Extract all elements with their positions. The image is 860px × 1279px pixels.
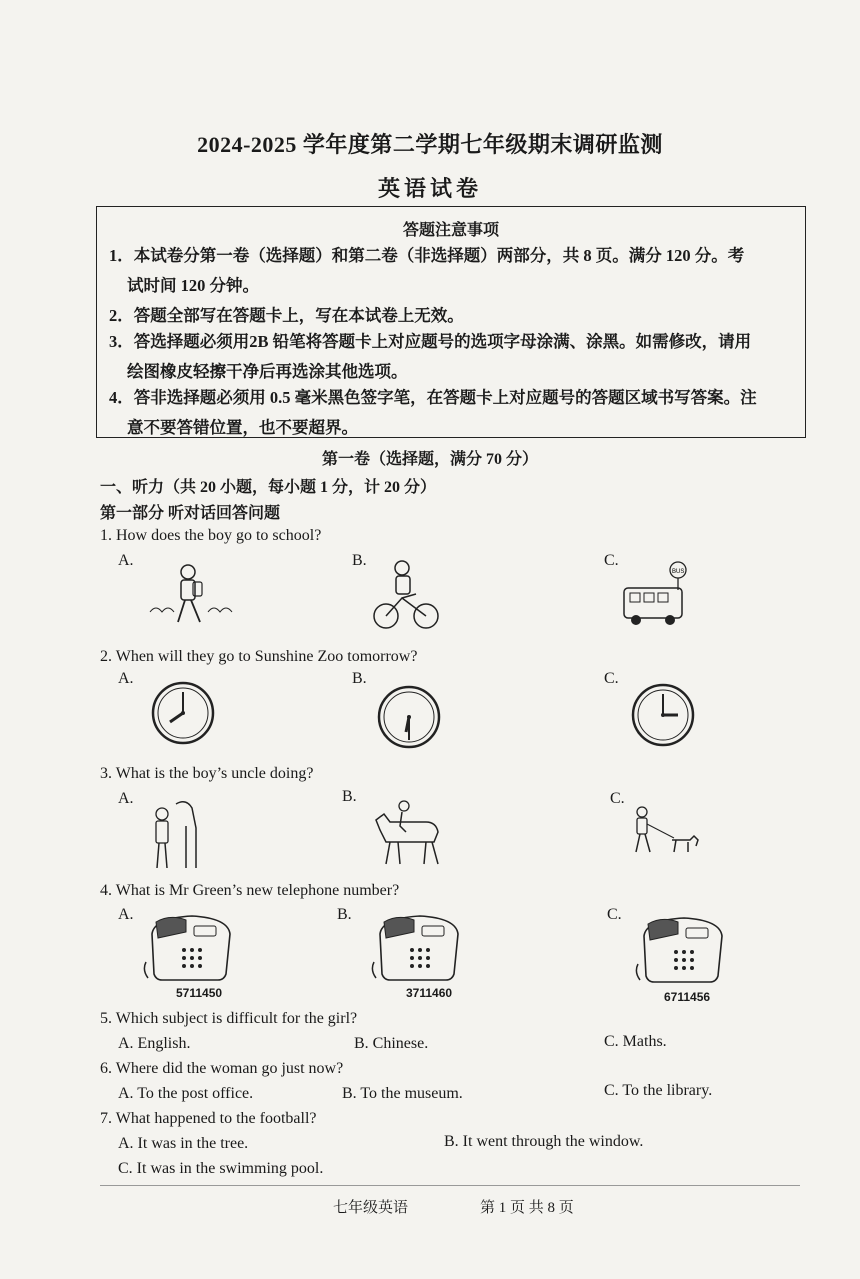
q3-option-a[interactable]: A. bbox=[118, 790, 134, 807]
q4-option-c[interactable]: C. bbox=[607, 906, 622, 923]
footer-subject: 七年级英语 bbox=[333, 1200, 409, 1216]
q4-option-a[interactable]: A. bbox=[118, 906, 134, 923]
question-7: 7. What happened to the football? bbox=[100, 1110, 317, 1127]
exam-subtitle: 英语试卷 bbox=[377, 176, 482, 201]
question-5: 5. Which subject is difficult for the girl? bbox=[100, 1010, 358, 1027]
q7-option-a[interactable]: A. It was in the tree. bbox=[118, 1135, 249, 1152]
notice-item-1 bbox=[109, 241, 745, 295]
question-3: 3. What is the boy’s uncle doing? bbox=[100, 765, 314, 782]
notice-item-3-line1: 3．答选择题必须用2B 铅笔将答题卡上对应题号的选项字母涂满、涂黑。如需修改，请用 bbox=[109, 332, 752, 351]
q6-option-b[interactable]: B. To the museum. bbox=[342, 1085, 463, 1102]
notice-item-4-line2: 意不要答错位置，也不要超界。 bbox=[127, 418, 358, 437]
notice-box bbox=[96, 206, 806, 438]
q3-option-b[interactable]: B. bbox=[342, 788, 357, 805]
page-number: 第 1 页 共 8 页 bbox=[480, 1200, 574, 1216]
listening-section-title: 一、听力（共 20 小题，每小题 1 分，计 20 分） bbox=[100, 479, 437, 496]
notice-item-2-line1: 2．答题全部写在答题卡上，写在本试卷上无效。 bbox=[109, 306, 464, 325]
notice-item-1-line2: 试时间 120 分钟。 bbox=[127, 276, 259, 295]
q1-option-a[interactable]: A. bbox=[118, 552, 134, 569]
part1-title: 第一卷（选择题，满分 70 分） bbox=[321, 451, 538, 468]
notice-item-1-line1: 1．本试卷分第一卷（选择题）和第二卷（非选择题）两部分，共 8 页。满分 120 分。考 bbox=[109, 246, 745, 265]
listening-subsection-title: 第一部分 听对话回答问题 bbox=[100, 505, 281, 522]
question-1: 1. How does the boy go to school? bbox=[100, 527, 322, 544]
telephone-icon bbox=[370, 912, 462, 982]
q5-option-c[interactable]: C. Maths. bbox=[604, 1033, 667, 1050]
notice-item-3-line2: 绘图橡皮轻擦干净后再选涂其他选项。 bbox=[127, 362, 408, 381]
q6-option-a[interactable]: A. To the post office. bbox=[118, 1085, 254, 1102]
notice-title: 答题注意事项 bbox=[402, 222, 499, 239]
q1-option-b[interactable]: B. bbox=[352, 552, 367, 569]
notice-item-3 bbox=[109, 327, 752, 381]
exam-title: 2024-2025 学年度第二学期七年级期末调研监测 bbox=[197, 132, 663, 157]
clock-9-icon bbox=[630, 682, 696, 748]
walking-dog-icon bbox=[630, 806, 700, 856]
question-2: 2. When will they go to Sunshine Zoo tomorrow? bbox=[100, 648, 418, 665]
q6-option-c[interactable]: C. To the library. bbox=[604, 1082, 713, 1099]
q5-option-a[interactable]: A. English. bbox=[118, 1035, 191, 1052]
feeding-horse-icon bbox=[148, 796, 208, 872]
question-6: 6. Where did the woman go just now? bbox=[100, 1060, 344, 1077]
q7-option-b[interactable]: B. It went through the window. bbox=[444, 1133, 644, 1150]
q2-option-c[interactable]: C. bbox=[604, 670, 619, 687]
clock-8-icon bbox=[150, 680, 216, 746]
q5-option-b[interactable]: B. Chinese. bbox=[354, 1035, 429, 1052]
q4-phone-number-b: 3711460 bbox=[406, 986, 453, 1000]
q4-option-b[interactable]: B. bbox=[337, 906, 352, 923]
clock-630-icon bbox=[376, 684, 442, 750]
cycling-boy-icon bbox=[372, 558, 442, 632]
q2-option-a[interactable]: A. bbox=[118, 670, 134, 687]
footer-divider bbox=[100, 1185, 800, 1186]
q4-phone-number-c: 6711456 bbox=[664, 990, 711, 1004]
svg-text:BUS: BUS bbox=[672, 569, 685, 575]
walking-boy-icon bbox=[148, 560, 238, 630]
notice-item-4-line1: 4．答非选择题必须用 0.5 毫米黑色签字笔，在答题卡上对应题号的答题区域书写答案。注 bbox=[109, 388, 757, 407]
question-4: 4. What is Mr Green’s new telephone number? bbox=[100, 882, 400, 899]
q4-phone-number-a: 5711450 bbox=[176, 986, 223, 1000]
telephone-icon bbox=[634, 914, 726, 984]
notice-item-4 bbox=[109, 383, 757, 437]
bus-icon bbox=[616, 560, 702, 628]
riding-horse-icon bbox=[366, 800, 450, 866]
q7-option-c[interactable]: C. It was in the swimming pool. bbox=[118, 1160, 324, 1177]
q3-option-c[interactable]: C. bbox=[610, 790, 625, 807]
q2-option-b[interactable]: B. bbox=[352, 670, 367, 687]
telephone-icon bbox=[142, 912, 234, 982]
q1-option-c[interactable]: C. bbox=[604, 552, 619, 569]
